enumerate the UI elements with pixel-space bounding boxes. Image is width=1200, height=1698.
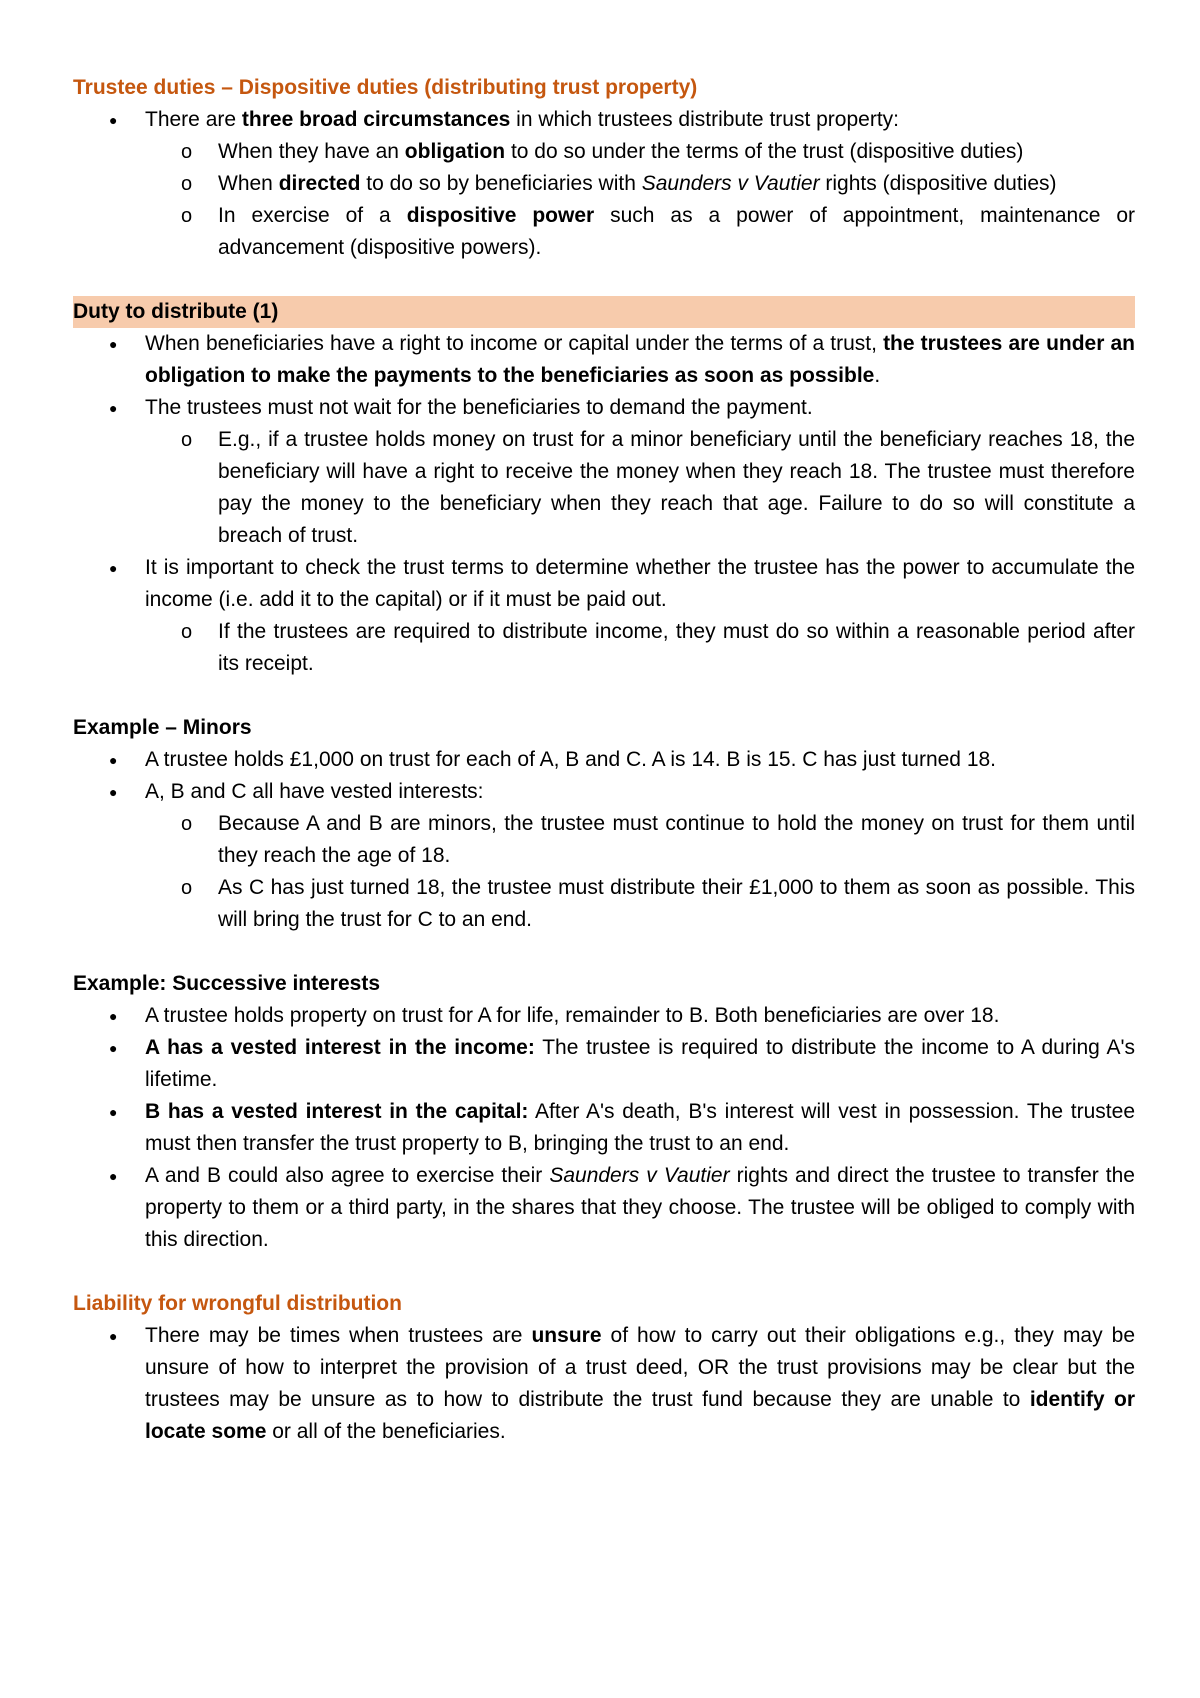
list-item: ● There may be times when trustees are unsure of how to carry out their obligations e.g., they may be unsure of how to interpret the provision of a trust deed, OR the trust provisions may be clear but the trustees may be unsure as to how to distribute the trust fund because they are unable to identify or locate some or all of the beneficiaries. (73, 1320, 1135, 1448)
bullet-list (73, 1000, 1135, 1256)
sub-list-item: o If the trustees are required to distribute income, they must do so within a reasonable period after its receipt. (73, 616, 1135, 680)
list-item: ● There are three broad circumstances in which trustees distribute trust property: o When they have an obligation to do so under the terms of the trust (dispositive duties) o When directed to do so by beneficiaries with Saunders v Vautier rights (dispositive duties) o In exercise of a dispositive power such as a power of appointment, maintenance or advancement (dispositive powers). (73, 104, 1135, 264)
list-item: ● A trustee holds property on trust for A for life, remainder to B. Both beneficiaries are over 18. (73, 1000, 1135, 1032)
spacer (73, 936, 1135, 968)
document-page (73, 72, 1135, 1448)
section-heading-example-successive: Example: Successive interests (73, 972, 381, 995)
section-heading-duty-to-distribute: Duty to distribute (1) (73, 296, 1135, 328)
list-item: ● The trustees must not wait for the beneficiaries to demand the payment. o E.g., if a trustee holds money on trust for a minor beneficiary until the beneficiary reaches 18, the beneficiary will have a right to receive the money when they reach 18. The trustee must therefore pay the money to the beneficiary when they reach that age. Failure to do so will constitute a breach of trust. (73, 392, 1135, 552)
list-item: ● It is important to check the trust terms to determine whether the trustee has the power to accumulate the income (i.e. add it to the capital) or if it must be paid out. o If the trustees are required to distribute income, they must do so within a reasonable period after its receipt. (73, 552, 1135, 680)
section-heading-example-minors: Example – Minors (73, 716, 252, 739)
spacer (73, 680, 1135, 712)
sub-list-item: o In exercise of a dispositive power such as a power of appointment, maintenance or advancement (dispositive powers). (73, 200, 1135, 264)
sub-list-item: o Because A and B are minors, the trustee must continue to hold the money on trust for them until they reach the age of 18. (73, 808, 1135, 872)
sub-list-item: o When directed to do so by beneficiaries with Saunders v Vautier rights (dispositive duties) (73, 168, 1135, 200)
bullet-list (73, 104, 1135, 264)
sub-list (145, 616, 1135, 680)
section-heading-wrongful-distribution: Liability for wrongful distribution (73, 1292, 402, 1315)
sub-list-item: o As C has just turned 18, the trustee must distribute their £1,000 to them as soon as possible. This will bring the trust for C to an end. (73, 872, 1135, 936)
list-item: ● A has a vested interest in the income: The trustee is required to distribute the income to A during A's lifetime. (73, 1032, 1135, 1096)
list-item: ● A trustee holds £1,000 on trust for each of A, B and C. A is 14. B is 15. C has just turned 18. (73, 744, 1135, 776)
spacer (73, 264, 1135, 296)
spacer (73, 1256, 1135, 1288)
list-item: ● A and B could also agree to exercise their Saunders v Vautier rights and direct the trustee to transfer the property to them or a third party, in the shares that they choose. The trustee will be obliged to comply with this direction. (73, 1160, 1135, 1256)
sub-list-item: o When they have an obligation to do so under the terms of the trust (dispositive duties) (73, 136, 1135, 168)
bullet-list (73, 328, 1135, 680)
list-item: ● B has a vested interest in the capital: After A's death, B's interest will vest in possession. The trustee must then transfer the trust property to B, bringing the trust to an end. (73, 1096, 1135, 1160)
section-heading-dispositive-duties: Trustee duties – Dispositive duties (distributing trust property) (73, 76, 698, 99)
sub-list (145, 424, 1135, 552)
sub-list (145, 136, 1135, 264)
list-item: ● When beneficiaries have a right to income or capital under the terms of a trust, the trustees are under an obligation to make the payments to the beneficiaries as soon as possible. (73, 328, 1135, 392)
list-item: ● A, B and C all have vested interests: o Because A and B are minors, the trustee must continue to hold the money on trust for them until they reach the age of 18. o As C has just turned 18, the trustee must distribute their £1,000 to them as soon as possible. This will bring the trust for C to an end. (73, 776, 1135, 936)
bullet-list (73, 744, 1135, 936)
sub-list-item: o E.g., if a trustee holds money on trust for a minor beneficiary until the beneficiary reaches 18, the beneficiary will have a right to receive the money when they reach 18. The trustee must therefore pay the money to the beneficiary when they reach that age. Failure to do so will constitute a breach of trust. (73, 424, 1135, 552)
sub-list (145, 808, 1135, 936)
bullet-list (73, 1320, 1135, 1448)
